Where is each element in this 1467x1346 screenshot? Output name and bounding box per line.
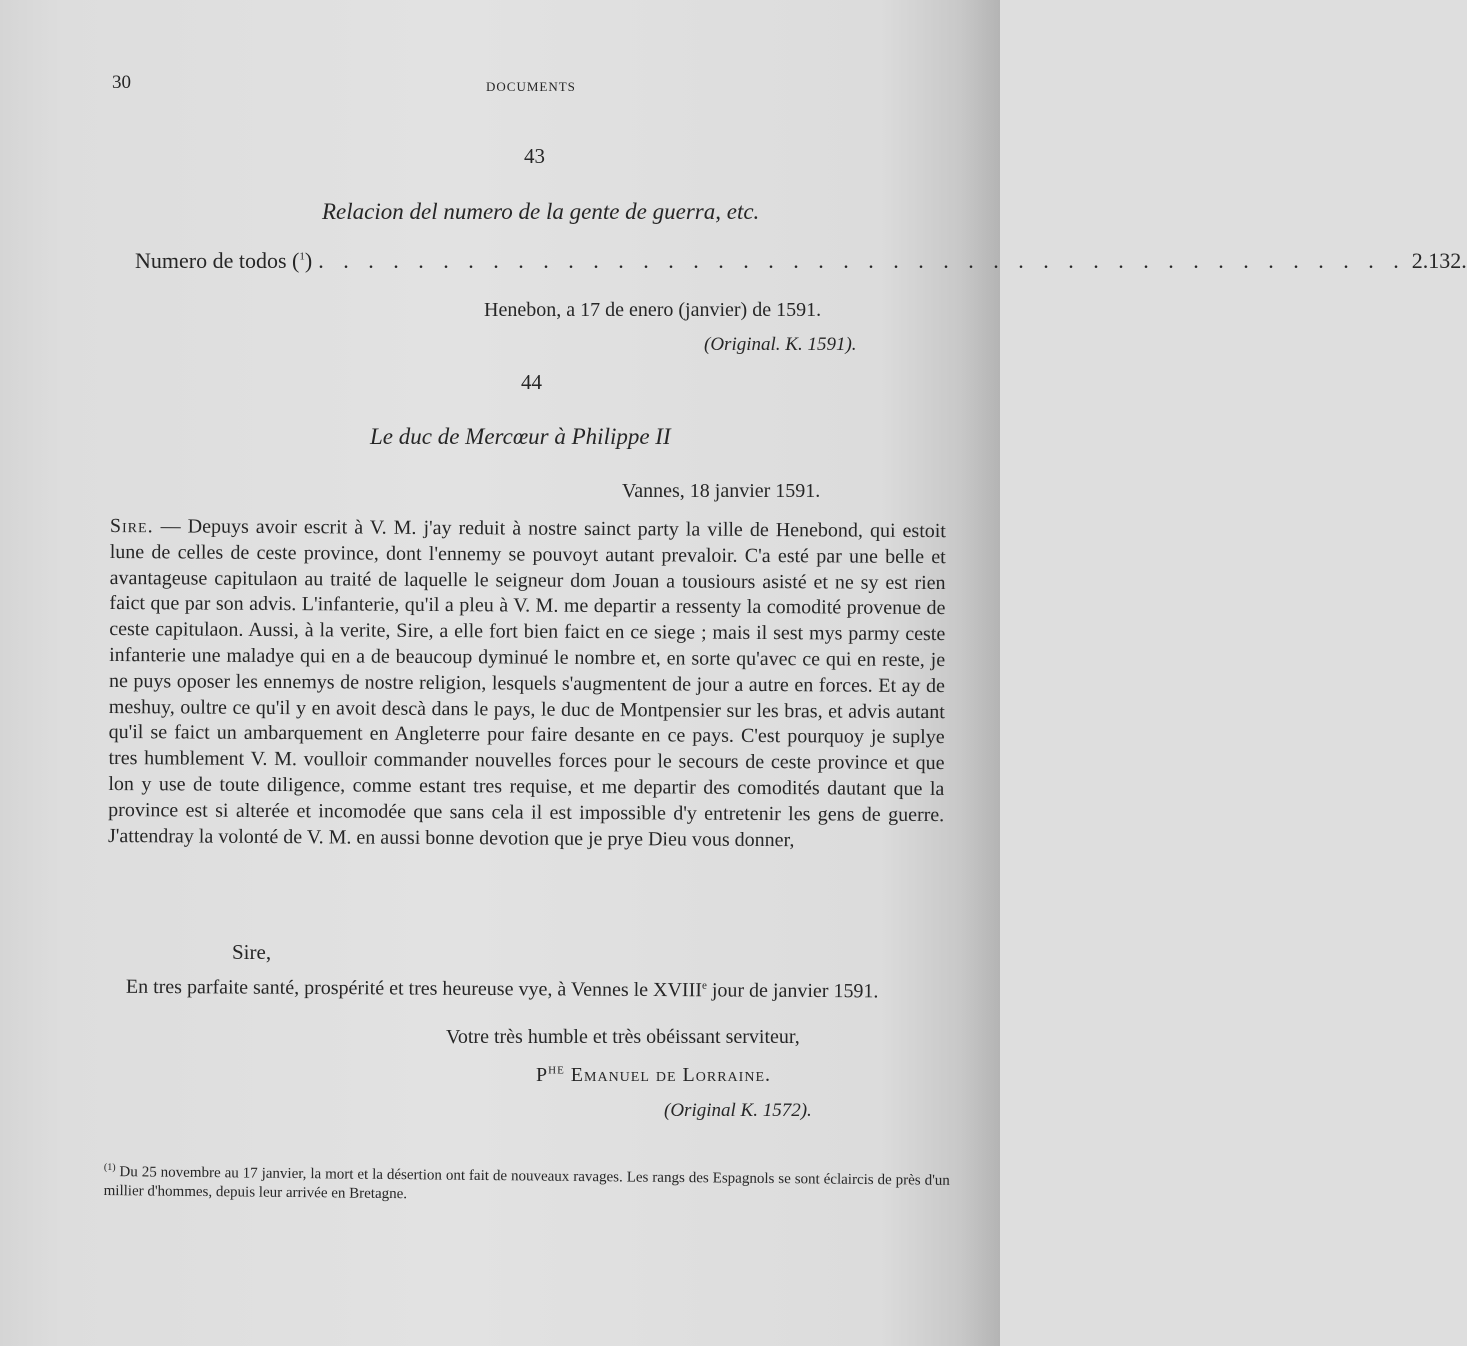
closing-sire: Sire, bbox=[232, 940, 272, 964]
footnote-reference: 1 bbox=[299, 250, 305, 263]
place-date-43: Henebon, a 17 de enero (janvier) de 1591. bbox=[484, 299, 822, 321]
footnote-text: Du 25 novembre au 17 janvier, la mort et la désertion ont fait de nouveaux ravages. Les rangs des Espagnols se sont éclaircis de près d'un millier d'hommes, depuis leur arrivée en Bretagne. bbox=[103, 1164, 950, 1203]
source-reference-44: (Original K. 1572). bbox=[664, 1100, 812, 1121]
letter-text: — Depuys avoir escrit à V. M. j'ay reduit à nostre sainct party la ville de Henebond, qui estoit lune de celles de ceste province, dont l'ennemy se pouvoyt autant prevaloir. C'a esté par une belle et avantageuse capitulaon au traité de laquelle le seigneur dom Jouan a tousiours asisté et ne sy est rien faict que par son advis. L'infanterie, qu'il a pleu à V. M. me departir a ressenty la comodité provenue de ceste capitulaon. Aussi, à la verite, Sire, a elle fort bien faict en ce siege ; mais il sest mys parmy ceste infanterie une maladye qui en a de beaucoup dyminué le nombre et, en sorte qu'avec ce qui en reste, je ne puys oposer les ennemys de nostre religion, lesquels s'augmentent de jour a autre en forces. Et ay de meshuy, oultre ce qu'il y en avoit descà dans le pays, le duc de Montpensier sur les bras, et advis autant qu'il se faict un ambarquement en Angleterre pour faire desante en ce pays. C'est pourquoy je suplye tres humblement V. M. voulloir commander nouvelles forces pour le secours de ceste province et que lon y use de toute diligence, comme estant tres requise, et me departir des comodités dautant que la province est si alterée et incomodée que sans cela il est impossible d'y entretenir les gens de guerre. J'attendray la volonté de V. M. en aussi bonne devotion que je prye Dieu vous donner, bbox=[107, 515, 946, 851]
footnote-mark: (1) bbox=[103, 1161, 116, 1174]
numero-entry bbox=[135, 248, 1467, 274]
salutation: Sire. bbox=[109, 515, 154, 538]
document-title-43: Relacion del numero de la gente de guerra, etc. bbox=[322, 199, 760, 224]
source-reference-43: (Original. K. 1591). bbox=[704, 334, 857, 355]
document-title-44: Le duc de Mercœur à Philippe II bbox=[370, 424, 671, 449]
document-number-43: 43 bbox=[524, 144, 545, 168]
page-number: 30 bbox=[112, 72, 131, 93]
closing-paragraph: En tres parfaite santé, prospérité et tres heureuse vye, à Vennes le XVIIIe jour de janvier 1591. bbox=[125, 975, 879, 1003]
letter-body bbox=[108, 514, 946, 854]
document-number-44: 44 bbox=[521, 370, 542, 394]
numero-label: Numero de todos ($^1$) bbox=[135, 248, 313, 273]
signature: $P^{HE}$ Emanuel de Lorraine. bbox=[536, 1064, 771, 1086]
dot-leader: . . . . . . . . . . . . . . . . . . . . . . . . . . . . . . . . . . . . . . . . . . . . bbox=[318, 248, 1406, 273]
numero-value: 2.132. bbox=[1411, 248, 1467, 273]
valediction: Votre très humble et très obéissant serviteur, bbox=[446, 1026, 800, 1048]
running-title: DOCUMENTS bbox=[486, 79, 576, 94]
place-date-44: Vannes, 18 janvier 1591. bbox=[622, 480, 821, 502]
footnote bbox=[104, 1158, 950, 1210]
